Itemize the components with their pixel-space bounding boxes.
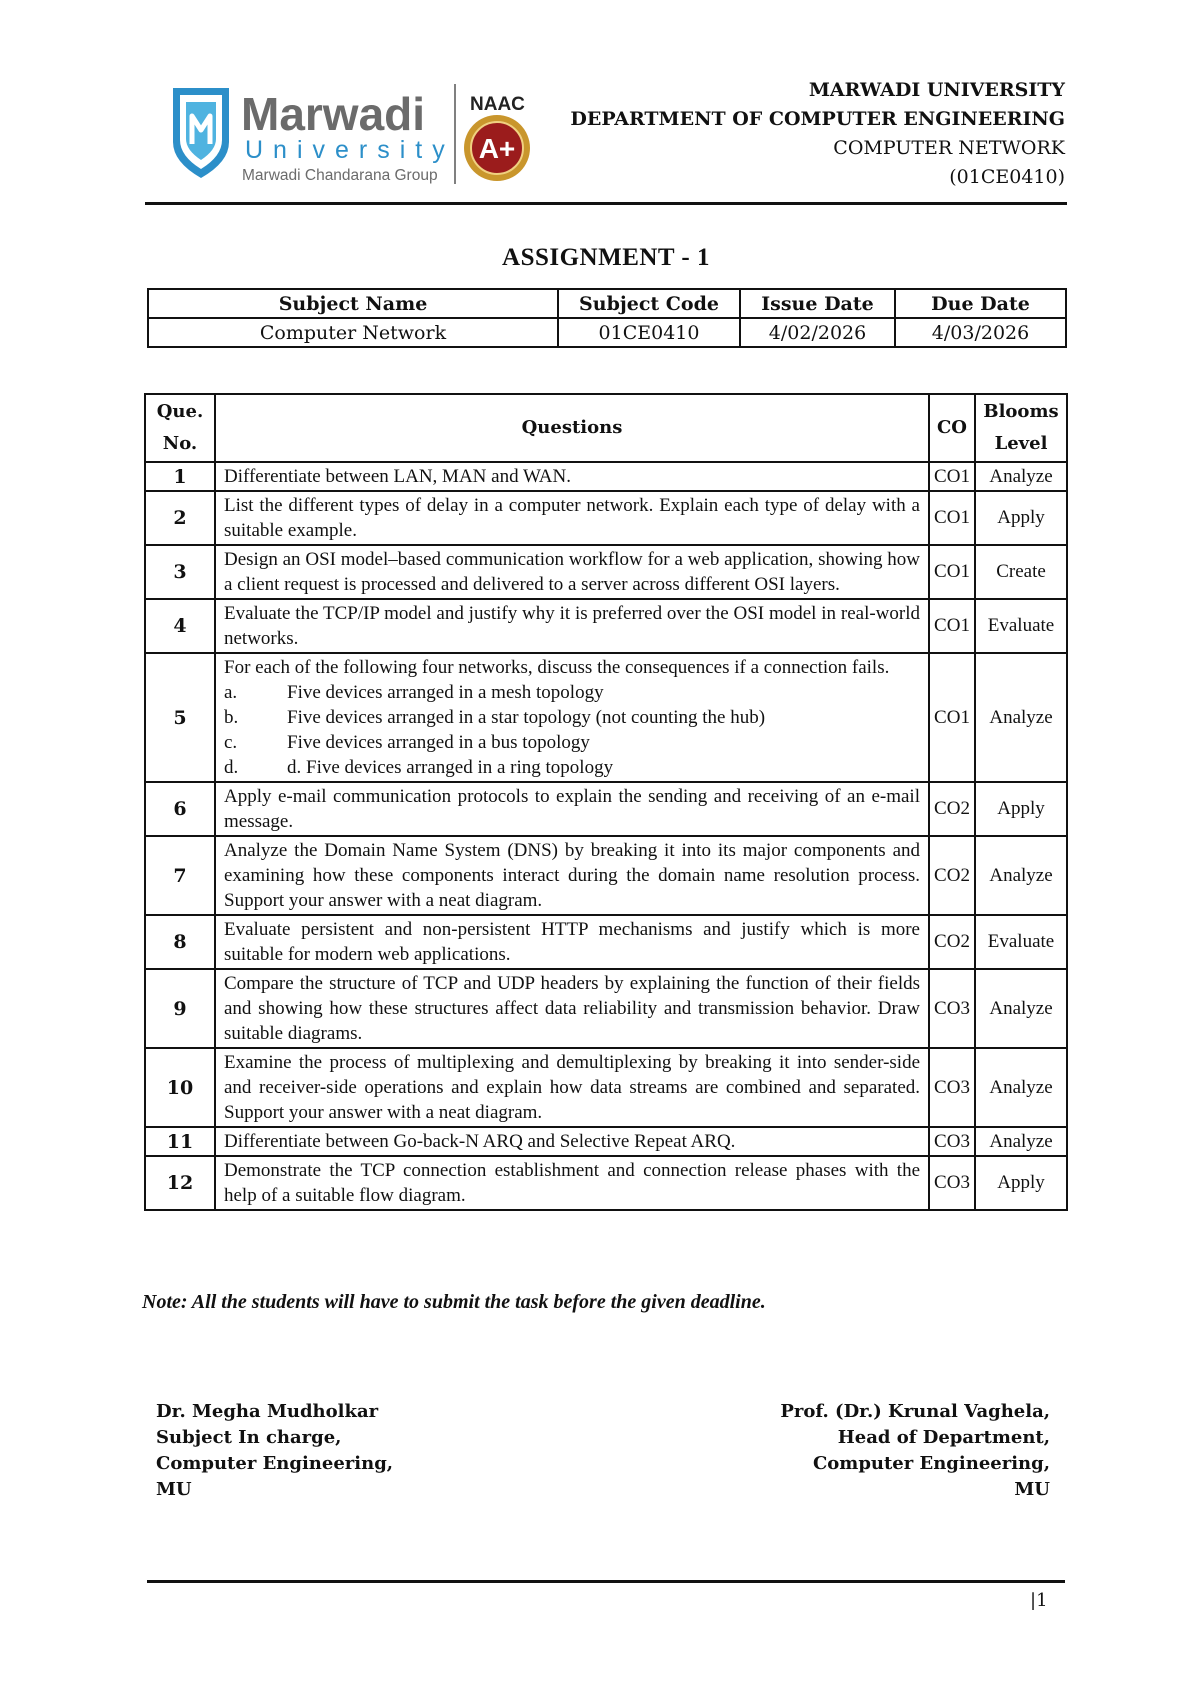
department-name: DEPARTMENT OF COMPUTER ENGINEERING [570,108,1065,130]
question-number: 9 [145,969,215,1048]
header-questions: Questions [215,394,929,462]
question-blooms-level: Apply [975,491,1067,545]
table-row [145,836,1067,915]
sub-question-letter: b. [224,707,239,728]
question-blooms-level: Analyze [975,1048,1067,1127]
signatory-role: Subject In charge, [156,1427,342,1448]
table-row [145,462,1067,491]
signature-subject-incharge [156,1399,393,1503]
sub-question-text: Five devices arranged in a star topology (not counting the hub) [287,707,766,728]
info-header-subject-name: Subject Name [148,289,558,318]
info-header-row [148,289,1066,318]
naac-grade: A+ [478,133,516,164]
header-no-label: No. [162,433,198,454]
due-date-value: 4/03/2026 [895,318,1066,347]
assignment-title: ASSIGNMENT - 1 [502,244,710,271]
university-info [570,76,1065,192]
question-co: CO3 [929,1156,975,1210]
question-co: CO1 [929,491,975,545]
info-header-issue-date: Issue Date [740,289,895,318]
question-number: 8 [145,915,215,969]
question-blooms-level: Analyze [975,1127,1067,1156]
table-row [145,782,1067,836]
signatory-name: Dr. Megha Mudholkar [156,1401,379,1422]
question-blooms-level: Apply [975,1156,1067,1210]
question-blooms-level: Evaluate [975,915,1067,969]
course-name: COMPUTER NETWORK [833,137,1065,159]
question-text: Differentiate between LAN, MAN and WAN. [215,462,929,491]
question-number: 2 [145,491,215,545]
header-que-label: Que. [156,401,204,422]
header-blooms-level [975,394,1067,462]
sub-question [224,730,920,755]
question-co: CO2 [929,782,975,836]
sub-question [224,755,920,780]
university-name: MARWADI UNIVERSITY [808,79,1065,101]
question-blooms-level: Analyze [975,653,1067,782]
sub-question [224,680,920,705]
signatory-role: Head of Department, [837,1427,1050,1448]
header-question-number [145,394,215,462]
submission-note: Note: All the students will have to submit the task before the given deadline. [142,1291,766,1313]
sub-question-text: d. Five devices arranged in a ring topology [287,757,614,778]
question-blooms-level: Analyze [975,462,1067,491]
question-number: 11 [145,1127,215,1156]
question-co: CO3 [929,1048,975,1127]
signatory-department: Computer Engineering, [812,1453,1050,1474]
question-number: 10 [145,1048,215,1127]
naac-label: NAAC [470,94,525,115]
question-number: 12 [145,1156,215,1210]
question-blooms-level: Apply [975,782,1067,836]
question-co: CO1 [929,653,975,782]
question-blooms-level: Analyze [975,969,1067,1048]
brand-name: Marwadi [241,88,426,140]
table-row [145,1048,1067,1127]
question-co: CO3 [929,969,975,1048]
table-row [145,969,1067,1048]
question-number: 6 [145,782,215,836]
question-text: Design an OSI model–based communication workflow for a web application, showing how a client request is processed and delivered to a server across different OSI layers. [215,545,929,599]
question-number: 7 [145,836,215,915]
question-co: CO2 [929,836,975,915]
sub-question-letter: c. [224,732,238,753]
question-text: Examine the process of multiplexing and demultiplexing by breaking it into sender-side and receiver-side operations and explain how data streams are combined and separated. Support your answer with a neat diagram. [215,1048,929,1127]
table-row [145,915,1067,969]
question-text: List the different types of delay in a computer network. Explain each type of delay with a suitable example. [215,491,929,545]
sub-question-text: Five devices arranged in a bus topology [287,732,590,753]
table-row [145,1127,1067,1156]
sub-question [224,705,920,730]
question-co: CO3 [929,1127,975,1156]
questions-table [144,393,1068,1211]
questions-header-row [145,394,1067,462]
table-row [145,599,1067,653]
brand-group: Marwadi Chandarana Group [242,167,438,184]
brand-sub: University [245,136,455,164]
question-text: Differentiate between Go-back-N ARQ and Selective Repeat ARQ. [215,1127,929,1156]
subject-info-table [147,288,1067,348]
shield-icon [173,88,229,178]
question-text: Evaluate persistent and non-persistent HTTP mechanisms and justify which is more suitable for modern web applications. [215,915,929,969]
table-row [145,545,1067,599]
question-blooms-level: Create [975,545,1067,599]
question-co: CO2 [929,915,975,969]
signature-head-of-department [780,1399,1050,1503]
question-number: 5 [145,653,215,782]
question-number: 1 [145,462,215,491]
question-blooms-level: Evaluate [975,599,1067,653]
table-row [145,653,1067,782]
question-number: 3 [145,545,215,599]
question-text: Demonstrate the TCP connection establishment and connection release phases with the help of a suitable flow diagram. [215,1156,929,1210]
question-blooms-level: Analyze [975,836,1067,915]
info-value-row [148,318,1066,347]
table-row [145,491,1067,545]
question-co: CO1 [929,599,975,653]
subject-name-value: Computer Network [148,318,558,347]
signatory-name: Prof. (Dr.) Krunal Vaghela, [780,1401,1050,1422]
header-co: CO [929,394,975,462]
question-number: 4 [145,599,215,653]
info-header-due-date: Due Date [895,289,1066,318]
question-co: CO1 [929,545,975,599]
header-level-label: Level [994,433,1048,454]
page-number: |1 [1030,1590,1048,1611]
question-text: Evaluate the TCP/IP model and justify why it is preferred over the OSI model in real-world networks. [215,599,929,653]
naac-badge-icon [464,115,530,181]
signatory-institution: MU [1014,1479,1050,1500]
sub-question-letter: d. [224,757,239,778]
question-text: Compare the structure of TCP and UDP headers by explaining the function of their fields and showing how these structures affect data reliability and transmission behavior. Draw suitable diagrams. [215,969,929,1048]
sub-question-letter: a. [224,682,238,703]
page-header [145,76,1065,194]
header-divider [145,202,1067,205]
signatory-department: Computer Engineering, [156,1453,394,1474]
course-code: (01CE0410) [949,166,1065,188]
signatory-institution: MU [156,1479,192,1500]
question-text-with-subparts [215,653,929,782]
table-row [145,1156,1067,1210]
footer-divider [147,1580,1065,1583]
issue-date-value: 4/02/2026 [740,318,895,347]
question-text: Analyze the Domain Name System (DNS) by breaking it into its major components and examining how these components interact during the domain name resolution process. Support your answer with a neat diagram. [215,836,929,915]
sub-question-text: Five devices arranged in a mesh topology [287,682,604,703]
question-co: CO1 [929,462,975,491]
info-header-subject-code: Subject Code [558,289,740,318]
header-blooms-label: Blooms [983,401,1059,422]
question-text: Apply e-mail communication protocols to explain the sending and receiving of an e-mail message. [215,782,929,836]
question-text: For each of the following four networks, discuss the consequences if a connection fails. [224,657,890,678]
subject-code-value: 01CE0410 [558,318,740,347]
